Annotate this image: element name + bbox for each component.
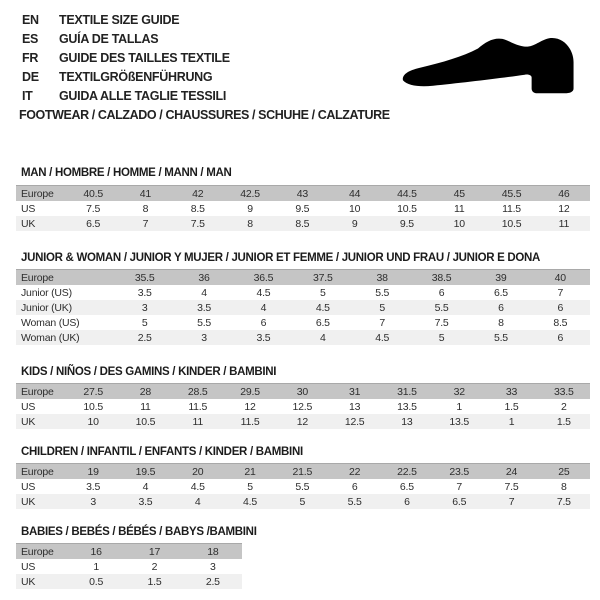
size-cell: 10 bbox=[433, 216, 485, 231]
size-cell: 2.5 bbox=[115, 330, 174, 345]
size-cell: 3.5 bbox=[119, 494, 171, 509]
size-cell: 8 bbox=[538, 479, 590, 494]
table-row bbox=[16, 559, 242, 574]
size-cell: 3.5 bbox=[174, 300, 233, 315]
table-title-babies: BABIES / BEBÉS / BÉBÉS / BABYS /BAMBINI bbox=[21, 526, 257, 538]
size-cell: 6 bbox=[328, 479, 380, 494]
size-cell: 7 bbox=[485, 494, 537, 509]
row-label: Woman (UK) bbox=[16, 330, 115, 345]
size-cell: 8.5 bbox=[531, 315, 590, 330]
row-label: Europe bbox=[16, 544, 67, 560]
size-cell: 4.5 bbox=[172, 479, 224, 494]
size-cell: 7 bbox=[531, 285, 590, 300]
size-cell: 32 bbox=[433, 384, 485, 400]
size-table-section-kids bbox=[16, 366, 590, 429]
size-cell: 3.5 bbox=[67, 479, 119, 494]
size-cell: 6 bbox=[531, 300, 590, 315]
size-cell: 23.5 bbox=[433, 464, 485, 480]
size-cell: 42.5 bbox=[224, 186, 276, 202]
size-cell: 17 bbox=[125, 544, 183, 560]
size-cell: 11 bbox=[172, 414, 224, 429]
size-cell: 4 bbox=[234, 300, 293, 315]
size-cell: 6.5 bbox=[471, 285, 530, 300]
size-cell: 36 bbox=[174, 270, 233, 286]
size-table-section-children bbox=[16, 446, 590, 509]
size-cell: 5 bbox=[353, 300, 412, 315]
size-cell: 37.5 bbox=[293, 270, 352, 286]
size-cell: 31.5 bbox=[381, 384, 433, 400]
size-table-junior bbox=[16, 269, 590, 345]
size-cell: 3 bbox=[174, 330, 233, 345]
size-cell: 1 bbox=[485, 414, 537, 429]
size-cell: 45 bbox=[433, 186, 485, 202]
size-table-babies bbox=[16, 543, 242, 589]
size-cell: 11 bbox=[119, 399, 171, 414]
table-row bbox=[16, 270, 590, 286]
size-cell: 30 bbox=[276, 384, 328, 400]
size-cell: 9.5 bbox=[276, 201, 328, 216]
size-cell: 29.5 bbox=[224, 384, 276, 400]
row-label: UK bbox=[16, 494, 67, 509]
size-cell: 11.5 bbox=[224, 414, 276, 429]
language-code: IT bbox=[22, 89, 33, 103]
size-cell: 7.5 bbox=[538, 494, 590, 509]
language-list bbox=[22, 11, 230, 106]
size-cell: 7.5 bbox=[412, 315, 471, 330]
size-cell: 41 bbox=[119, 186, 171, 202]
table-row bbox=[16, 384, 590, 400]
table-title-children: CHILDREN / INFANTIL / ENFANTS / KINDER / BAMBINI bbox=[21, 446, 303, 458]
size-cell: 6 bbox=[531, 330, 590, 345]
size-cell: 7 bbox=[433, 479, 485, 494]
size-cell: 4.5 bbox=[234, 285, 293, 300]
language-label: GUIDE DES TAILLES TEXTILE bbox=[59, 51, 230, 65]
table-row bbox=[16, 300, 590, 315]
size-cell: 2.5 bbox=[184, 574, 242, 589]
size-cell: 19.5 bbox=[119, 464, 171, 480]
table-row bbox=[16, 315, 590, 330]
size-cell: 6.5 bbox=[67, 216, 119, 231]
row-label: Europe bbox=[16, 186, 67, 202]
size-cell: 20 bbox=[172, 464, 224, 480]
size-cell: 38 bbox=[353, 270, 412, 286]
size-cell: 18 bbox=[184, 544, 242, 560]
size-cell: 7.5 bbox=[67, 201, 119, 216]
size-cell: 5.5 bbox=[174, 315, 233, 330]
table-title-kids: KIDS / NIÑOS / DES GAMINS / KINDER / BAMBINI bbox=[21, 366, 277, 378]
size-cell: 6 bbox=[471, 300, 530, 315]
category-line: FOOTWEAR / CALZADO / CHAUSSURES / SCHUHE / CALZATURE bbox=[19, 108, 390, 122]
table-row bbox=[16, 494, 590, 509]
size-cell: 2 bbox=[125, 559, 183, 574]
size-cell: 5 bbox=[276, 494, 328, 509]
size-cell: 6.5 bbox=[293, 315, 352, 330]
size-cell: 13.5 bbox=[381, 399, 433, 414]
size-cell: 1.5 bbox=[538, 414, 590, 429]
size-cell: 13 bbox=[381, 414, 433, 429]
size-cell: 12 bbox=[224, 399, 276, 414]
row-label: US bbox=[16, 559, 67, 574]
language-label: GUIDA ALLE TAGLIE TESSILI bbox=[59, 89, 227, 103]
size-cell: 5.5 bbox=[471, 330, 530, 345]
size-table-children bbox=[16, 463, 590, 509]
size-cell: 5.5 bbox=[412, 300, 471, 315]
row-label: US bbox=[16, 201, 67, 216]
size-cell: 9 bbox=[328, 216, 380, 231]
size-cell: 4.5 bbox=[353, 330, 412, 345]
size-cell: 4 bbox=[174, 285, 233, 300]
size-cell: 43 bbox=[276, 186, 328, 202]
size-cell: 27.5 bbox=[67, 384, 119, 400]
size-cell: 12 bbox=[276, 414, 328, 429]
language-label: GUÍA DE TALLAS bbox=[59, 32, 159, 46]
size-cell: 45.5 bbox=[485, 186, 537, 202]
size-cell: 11 bbox=[538, 216, 590, 231]
language-code: ES bbox=[22, 32, 39, 46]
table-row bbox=[16, 186, 590, 202]
size-cell: 36.5 bbox=[234, 270, 293, 286]
size-cell: 5 bbox=[224, 479, 276, 494]
row-label: Europe bbox=[16, 384, 67, 400]
size-cell: 10.5 bbox=[67, 399, 119, 414]
size-cell: 2 bbox=[538, 399, 590, 414]
size-cell: 25 bbox=[538, 464, 590, 480]
row-label: UK bbox=[16, 216, 67, 231]
size-cell: 1.5 bbox=[485, 399, 537, 414]
size-cell: 21 bbox=[224, 464, 276, 480]
size-cell: 28 bbox=[119, 384, 171, 400]
table-row bbox=[16, 330, 590, 345]
size-cell: 22 bbox=[328, 464, 380, 480]
size-cell: 44 bbox=[328, 186, 380, 202]
size-cell: 46 bbox=[538, 186, 590, 202]
size-cell: 1 bbox=[433, 399, 485, 414]
table-title-man: MAN / HOMBRE / HOMME / MANN / MAN bbox=[21, 167, 232, 179]
size-cell: 12.5 bbox=[276, 399, 328, 414]
size-cell: 5 bbox=[115, 315, 174, 330]
size-cell: 16 bbox=[67, 544, 125, 560]
row-label: US bbox=[16, 479, 67, 494]
size-cell: 12.5 bbox=[328, 414, 380, 429]
size-table-section-man bbox=[16, 167, 590, 231]
row-label: US bbox=[16, 399, 67, 414]
size-cell: 3 bbox=[67, 494, 119, 509]
size-cell: 38.5 bbox=[412, 270, 471, 286]
size-cell: 8 bbox=[471, 315, 530, 330]
size-cell: 19 bbox=[67, 464, 119, 480]
size-cell: 6.5 bbox=[381, 479, 433, 494]
row-label: Woman (US) bbox=[16, 315, 115, 330]
size-cell: 12 bbox=[538, 201, 590, 216]
size-cell: 33.5 bbox=[538, 384, 590, 400]
language-row bbox=[22, 87, 230, 106]
language-label: TEXTILE SIZE GUIDE bbox=[59, 13, 180, 27]
size-cell: 40.5 bbox=[67, 186, 119, 202]
size-cell: 1.5 bbox=[125, 574, 183, 589]
row-label: Europe bbox=[16, 270, 115, 286]
size-cell: 1 bbox=[67, 559, 125, 574]
size-table-kids bbox=[16, 383, 590, 429]
size-cell: 7 bbox=[353, 315, 412, 330]
size-cell: 7.5 bbox=[172, 216, 224, 231]
size-cell: 4 bbox=[119, 479, 171, 494]
row-label: Junior (US) bbox=[16, 285, 115, 300]
size-cell: 6.5 bbox=[433, 494, 485, 509]
size-cell: 6 bbox=[234, 315, 293, 330]
size-cell: 11.5 bbox=[172, 399, 224, 414]
size-cell: 7.5 bbox=[485, 479, 537, 494]
dress-shoe-icon bbox=[400, 32, 595, 94]
size-cell: 3.5 bbox=[234, 330, 293, 345]
size-cell: 42 bbox=[172, 186, 224, 202]
size-cell: 5.5 bbox=[353, 285, 412, 300]
size-table-section-babies bbox=[16, 526, 257, 589]
size-cell: 4.5 bbox=[293, 300, 352, 315]
row-label: UK bbox=[16, 574, 67, 589]
size-cell: 40 bbox=[531, 270, 590, 286]
size-cell: 8 bbox=[224, 216, 276, 231]
size-cell: 3 bbox=[184, 559, 242, 574]
size-cell: 7 bbox=[119, 216, 171, 231]
size-cell: 28.5 bbox=[172, 384, 224, 400]
size-cell: 3 bbox=[115, 300, 174, 315]
size-cell: 10.5 bbox=[381, 201, 433, 216]
language-code: FR bbox=[22, 51, 39, 65]
size-cell: 11.5 bbox=[485, 201, 537, 216]
size-cell: 5 bbox=[293, 285, 352, 300]
size-cell: 9 bbox=[224, 201, 276, 216]
size-cell: 9.5 bbox=[381, 216, 433, 231]
size-cell: 10 bbox=[67, 414, 119, 429]
table-row bbox=[16, 201, 590, 216]
size-cell: 11 bbox=[433, 201, 485, 216]
size-cell: 10.5 bbox=[119, 414, 171, 429]
table-row bbox=[16, 479, 590, 494]
size-cell: 13 bbox=[328, 399, 380, 414]
size-cell: 35.5 bbox=[115, 270, 174, 286]
row-label: UK bbox=[16, 414, 67, 429]
language-code: EN bbox=[22, 13, 39, 27]
language-row bbox=[22, 30, 230, 49]
size-cell: 4.5 bbox=[224, 494, 276, 509]
size-cell: 44.5 bbox=[381, 186, 433, 202]
row-label: Europe bbox=[16, 464, 67, 480]
table-row bbox=[16, 574, 242, 589]
size-cell: 10.5 bbox=[485, 216, 537, 231]
row-label: Junior (UK) bbox=[16, 300, 115, 315]
table-title-junior: JUNIOR & WOMAN / JUNIOR Y MUJER / JUNIOR ET FEMME / JUNIOR UND FRAU / JUNIOR E DONA bbox=[21, 252, 541, 264]
language-row bbox=[22, 11, 230, 30]
size-cell: 6 bbox=[412, 285, 471, 300]
size-cell: 13.5 bbox=[433, 414, 485, 429]
size-cell: 4 bbox=[293, 330, 352, 345]
size-cell: 4 bbox=[172, 494, 224, 509]
size-cell: 0.5 bbox=[67, 574, 125, 589]
size-cell: 33 bbox=[485, 384, 537, 400]
size-table-section-junior bbox=[16, 252, 590, 345]
table-row bbox=[16, 544, 242, 560]
size-cell: 5.5 bbox=[328, 494, 380, 509]
table-row bbox=[16, 285, 590, 300]
size-table-man bbox=[16, 185, 590, 231]
size-cell: 21.5 bbox=[276, 464, 328, 480]
size-cell: 24 bbox=[485, 464, 537, 480]
size-cell: 8.5 bbox=[276, 216, 328, 231]
size-cell: 31 bbox=[328, 384, 380, 400]
size-cell: 22.5 bbox=[381, 464, 433, 480]
size-cell: 3.5 bbox=[115, 285, 174, 300]
size-cell: 8 bbox=[119, 201, 171, 216]
language-label: TEXTILGRÖßENFÜHRUNG bbox=[59, 70, 213, 84]
language-row bbox=[22, 68, 230, 87]
size-cell: 8.5 bbox=[172, 201, 224, 216]
table-row bbox=[16, 399, 590, 414]
language-row bbox=[22, 49, 230, 68]
size-cell: 5.5 bbox=[276, 479, 328, 494]
table-row bbox=[16, 216, 590, 231]
table-row bbox=[16, 414, 590, 429]
size-cell: 39 bbox=[471, 270, 530, 286]
size-cell: 6 bbox=[381, 494, 433, 509]
table-row bbox=[16, 464, 590, 480]
language-code: DE bbox=[22, 70, 39, 84]
size-cell: 10 bbox=[328, 201, 380, 216]
size-cell: 5 bbox=[412, 330, 471, 345]
